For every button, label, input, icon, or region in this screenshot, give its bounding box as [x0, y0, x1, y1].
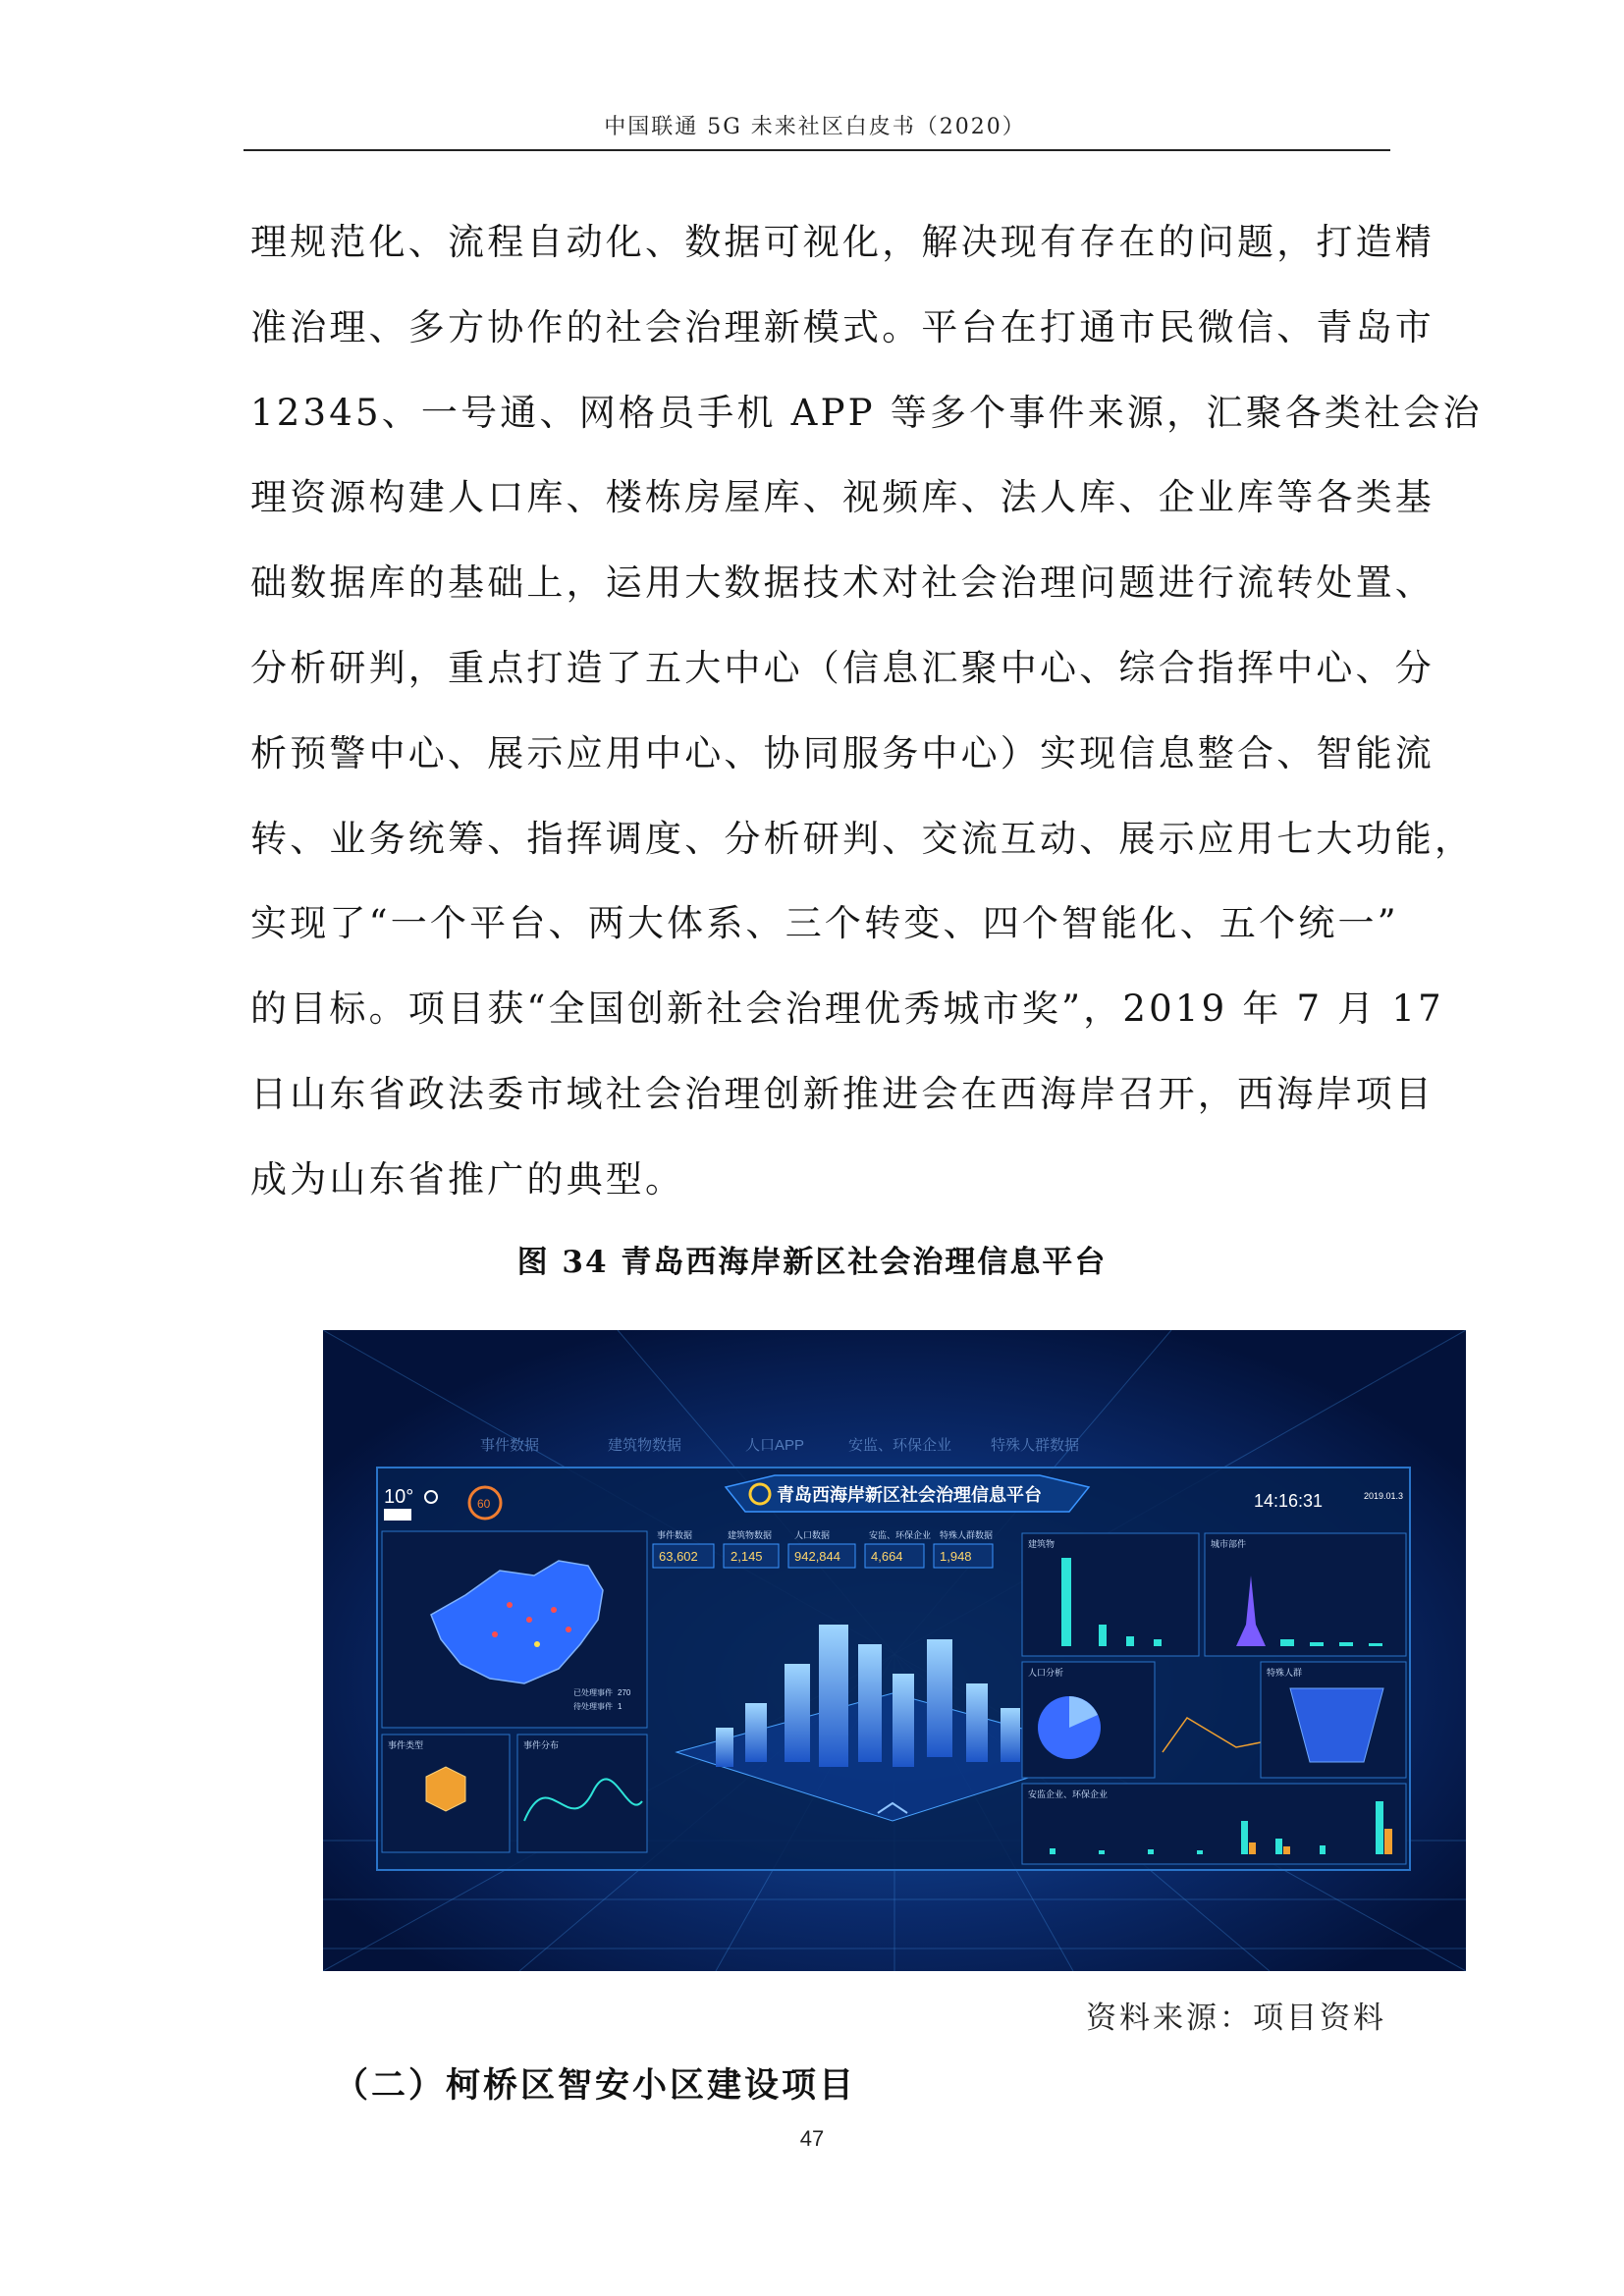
body-paragraph [250, 208, 1483, 1231]
stat-value: 1,948 [940, 1549, 972, 1564]
stat-value: 2,145 [731, 1549, 763, 1564]
bg-tab: 事件数据 [480, 1437, 540, 1454]
cube-icon [426, 1767, 465, 1811]
city-parts-panel [1205, 1533, 1406, 1656]
figure-caption: 图 34 青岛西海岸新区社会治理信息平台 [516, 1245, 1108, 1280]
map-legend-value: 1 [618, 1702, 623, 1711]
body-line: 理规范化、流程自动化、数据可视化，解决现有存在的问题，打造精 [250, 221, 1435, 263]
bg-tab: 安监、环保企业 [848, 1437, 952, 1454]
aqi-value: 60 [477, 1497, 491, 1511]
bg-tab: 建筑物数据 [608, 1437, 682, 1454]
body-line: 理资源构建人口库、楼栋房屋库、视频库、法人库、企业库等各类基 [250, 476, 1435, 519]
running-header: 中国联通 5G 未来社区白皮书（2020） [604, 115, 1026, 139]
map-legend-value: 270 [618, 1688, 631, 1697]
section-heading: （二）柯桥区智安小区建设项目 [334, 2065, 857, 2106]
stat-value: 63,602 [659, 1549, 698, 1564]
body-line: 础数据库的基础上，运用大数据技术对社会治理问题进行流转处置、 [250, 561, 1435, 605]
bg-tab: 特殊人群数据 [991, 1437, 1080, 1454]
stat-label: 安监、环保企业 [869, 1530, 932, 1540]
stat-label: 事件数据 [657, 1530, 693, 1540]
stat-label: 人口数据 [794, 1530, 831, 1540]
bg-tab: 人口APP [745, 1437, 805, 1454]
panel-title: 特殊人群 [1267, 1668, 1303, 1678]
panel-title: 安监企业、环保企业 [1028, 1789, 1109, 1799]
stat-value: 942,844 [794, 1549, 840, 1564]
event-dist-panel [517, 1735, 647, 1852]
stat-label: 建筑物数据 [728, 1530, 773, 1540]
body-line: 析预警中心、展示应用中心、协同服务中心）实现信息整合、智能流 [250, 731, 1435, 774]
map-legend-label: 已处理事件 [573, 1688, 613, 1697]
weather-temperature: 10° [384, 1486, 414, 1508]
panel-title: 事件类型 [388, 1740, 424, 1750]
figure-source: 资料来源：项目资料 [1086, 2001, 1386, 2036]
panel-title: 事件分布 [523, 1740, 560, 1750]
stat-value: 4,664 [871, 1549, 903, 1564]
map-legend-label: 待处理事件 [573, 1702, 613, 1711]
body-line: 分析研判，重点打造了五大中心（信息汇聚中心、综合指挥中心、分 [250, 646, 1435, 689]
building-panel [1022, 1533, 1199, 1656]
header-rule [244, 149, 1390, 151]
body-line: 实现了“一个平台、两大体系、三个转变、四个智能化、五个统一” [250, 902, 1399, 945]
body-line: 转、业务统筹、指挥调度、分析研判、交流互动、展示应用七大功能， [250, 817, 1475, 860]
dashboard-title: 青岛西海岸新区社会治理信息平台 [777, 1485, 1042, 1505]
page-number: 47 [799, 2126, 825, 2151]
clock-date: 2019.01.3 [1364, 1491, 1404, 1501]
panel-title: 建筑物 [1028, 1539, 1056, 1549]
dashboard-screenshot [323, 1330, 1466, 1971]
body-line: 的目标。项目获“全国创新社会治理优秀城市奖”，2019 年 7 月 17 [250, 988, 1444, 1031]
clock-time: 14:16:31 [1254, 1491, 1324, 1511]
panel-title: 人口分析 [1028, 1668, 1064, 1678]
body-line: 12345、一号通、网格员手机 APP 等多个事件来源，汇聚各类社会治 [250, 391, 1483, 434]
stat-label: 特殊人群数据 [940, 1530, 994, 1540]
body-line: 日山东省政法委市域社会治理创新推进会在西海岸召开，西海岸项目 [250, 1072, 1435, 1115]
body-line: 成为山东省推广的典型。 [250, 1157, 685, 1201]
panel-title: 城市部件 [1211, 1539, 1247, 1549]
body-line: 准治理、多方协作的社会治理新模式。平台在打通市民微信、青岛市 [250, 305, 1435, 348]
